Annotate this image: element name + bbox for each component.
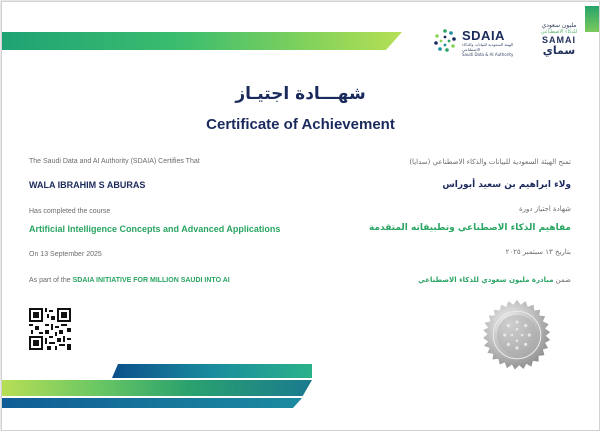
initiative-name-en: SDAIA INITIATIVE FOR MILLION SAUDI INTO AI bbox=[72, 277, 230, 284]
part-of-text-ar: ضمن bbox=[555, 276, 571, 284]
samai-wordmark: SAMAI bbox=[542, 35, 576, 45]
course-name-ar: مفاهيم الذكاء الاصطناعي وتطبيقاته المتقدمة bbox=[368, 223, 571, 233]
sdaia-wordmark: SDAIA bbox=[462, 28, 505, 43]
course-name-en: Artificial Intelligence Concepts and Advanced Applications bbox=[29, 224, 281, 234]
bottom-lower-gradient-bar bbox=[2, 398, 302, 408]
top-left-gradient-bar bbox=[2, 32, 402, 50]
samai-ar-top2: للذكاء الاصطناعي bbox=[540, 29, 578, 35]
samai-ar-top: مليون سعودي bbox=[541, 22, 577, 29]
sdaia-subtitle-ar: الهيئة السعودية للبيانات والذكاء الاصطناعي bbox=[462, 42, 514, 52]
date-line-en bbox=[29, 251, 102, 258]
initiative-line-en bbox=[29, 277, 230, 284]
certificate bbox=[1, 1, 600, 431]
sdaia-subtitle-en: Saudi Data & AI Authority bbox=[462, 52, 514, 57]
samai-ar: سماي bbox=[542, 44, 576, 57]
sdaia-subtitle bbox=[462, 42, 522, 57]
certifies-text-en: The Saudi Data and AI Authority (SDAIA) Certifies That bbox=[29, 158, 200, 165]
recipient-name-ar: ولاء ابراهيم بن سعيد أبوراس bbox=[442, 180, 571, 190]
completed-text-ar: شهادة اجتياز دورة bbox=[518, 205, 571, 213]
title-arabic: شهـــادة اجتيـاز bbox=[235, 84, 366, 104]
date-label-en: On bbox=[29, 251, 39, 258]
completed-text-en: Has completed the course bbox=[29, 208, 111, 215]
date-value-en: 13 September 2025 bbox=[40, 251, 102, 258]
sdaia-dots-icon bbox=[432, 28, 458, 54]
initiative-line-ar bbox=[418, 276, 571, 284]
samai-logo bbox=[530, 22, 588, 62]
silver-seal-icon bbox=[481, 299, 553, 371]
date-ar: بتاريخ ١٣ سبتمبر ٢٠٢٥ bbox=[505, 248, 571, 256]
bottom-middle-gradient-bar bbox=[2, 380, 312, 396]
qr-code-icon bbox=[29, 308, 71, 350]
bottom-upper-gradient-bar bbox=[112, 364, 312, 378]
title-english: Certificate of Achievement bbox=[206, 116, 395, 133]
part-of-text-en: As part of the bbox=[29, 277, 71, 284]
recipient-name-en: WALA IBRAHIM S ABURAS bbox=[29, 180, 146, 190]
initiative-name-ar: مبادرة مليون سعودي للذكاء الاصطناعي bbox=[418, 276, 554, 284]
sdaia-logo bbox=[432, 28, 518, 56]
certifies-text-ar: تمنح الهيئة السعودية للبيانات والذكاء الاصطناعي (سدايا) bbox=[409, 158, 571, 166]
